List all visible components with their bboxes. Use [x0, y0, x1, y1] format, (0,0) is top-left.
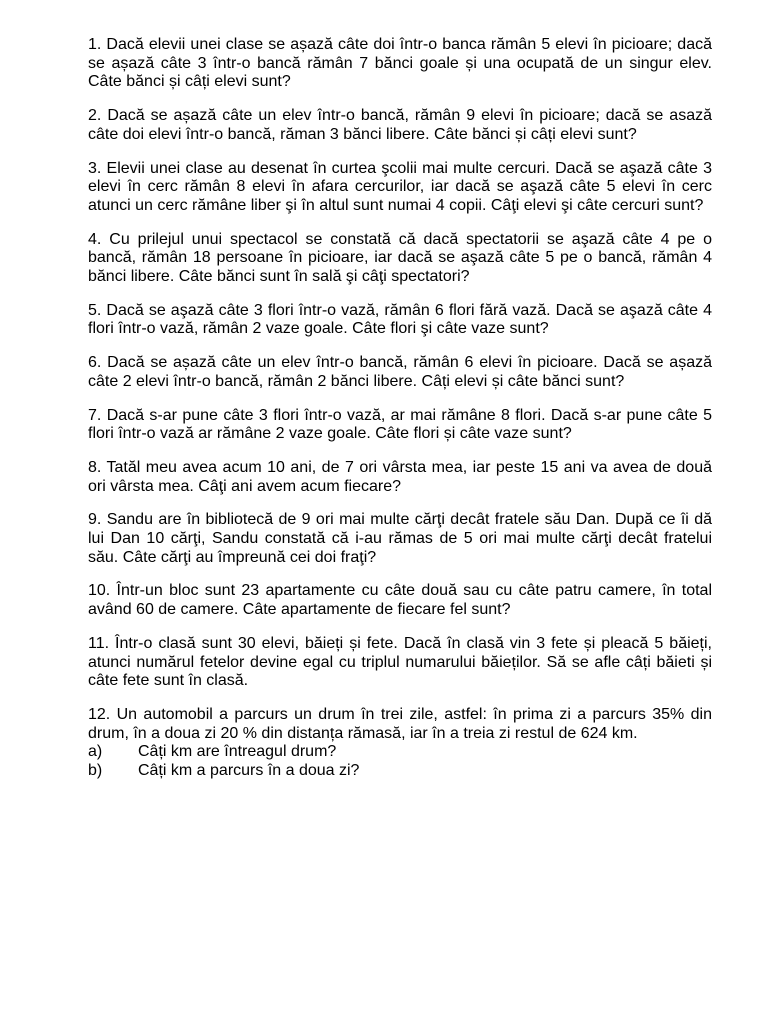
problem-text: 4. Cu prilejul unui spectacol se constată că dacă spectatorii se aşază câte 4 pe o bancă, rămân 18 persoane în picioare, iar dacă se aşază câte 5 pe o bancă, rămân 4 bănci libere. Câte bănci sunt în sală şi câţi spectatori?: [88, 230, 712, 286]
problem-5: [88, 302, 712, 339]
problem-12: [88, 706, 712, 781]
problem-2: [88, 107, 712, 144]
sub-question-list: [88, 743, 712, 780]
sub-question-text: Câți km are întreagul drum?: [138, 743, 337, 761]
sub-question-a: [88, 743, 712, 762]
problem-text: 7. Dacă s-ar pune câte 3 flori într-o vază, ar mai rămâne 8 flori. Dacă s-ar pune câte 5 flori într-o vază ar rămâne 2 vaze goale. Câte flori și câte vaze sunt?: [88, 406, 712, 443]
problem-text: 1. Dacă elevii unei clase se așază câte doi într-o banca rămân 5 elevi în picioare; dacă se așază câte 3 într-o bancă rămân 7 bănci goale și una ocupată de un singur elev. Câte bănci și câți elevi sunt?: [88, 36, 712, 91]
problem-7: [88, 407, 712, 444]
problem-text: 9. Sandu are în bibliotecă de 9 ori mai multe cărţi decât fratele său Dan. După ce îi dă lui Dan 10 cărţi, Sandu constată că i-au rămas de 5 ori mai multe cărţi decât fratelui său. Câte cărţi au împreună cei doi fraţi?: [88, 511, 712, 566]
sub-question-marker: a): [88, 743, 103, 761]
problem-text: 6. Dacă se așază câte un elev într-o bancă, rămân 6 elevi în picioare. Dacă se așază câte 2 elevi într-o bancă, rămân 2 bănci libere. Câți elevi și câte bănci sunt?: [88, 354, 712, 390]
problem-text: 10. Într-un bloc sunt 23 apartamente cu câte două sau cu câte patru camere, în total având 60 de camere. Câte apartamente de fiecare fel sunt?: [88, 582, 712, 619]
problem-10: [88, 582, 712, 619]
problem-3: [88, 160, 712, 216]
problem-6: [88, 354, 712, 391]
problem-8: [88, 459, 712, 496]
problem-text: 8. Tatăl meu avea acum 10 ani, de 7 ori vârsta mea, iar peste 15 ani va avea de două ori vârsta mea. Câţi ani avem acum fiecare?: [88, 458, 712, 495]
sub-question-text: Câți km a parcurs în a doua zi?: [138, 762, 360, 780]
sub-question-b: [88, 762, 712, 781]
worksheet-page: [88, 36, 712, 796]
problem-text: 5. Dacă se aşază câte 3 flori într-o vază, rămân 6 flori fără vază. Dacă se aşază câte 4 flori într-o vază, rămân 2 vaze goale. Câte flori şi câte vaze sunt?: [88, 301, 712, 338]
problem-9: [88, 511, 712, 567]
problem-1: [88, 36, 712, 92]
problem-4: [88, 231, 712, 287]
problem-text: 2. Dacă se așază câte un elev într-o bancă, rămân 9 elevi în picioare; dacă se asază câte doi elevi într-o bancă, răman 3 bănci libere. Câte bănci și câți elevi sunt?: [88, 107, 712, 143]
problem-text: 11. Într-o clasă sunt 30 elevi, băieți și fete. Dacă în clasă vin 3 fete și pleacă 5 băieți, atunci numărul fetelor devine egal cu triplul numarului băieților. Să se afle câți băieti și câte fete sunt în clasă.: [88, 634, 712, 690]
problem-11: [88, 635, 712, 691]
sub-question-marker: b): [88, 762, 103, 780]
problem-text: 3. Elevii unei clase au desenat în curtea şcolii mai multe cercuri. Dacă se aşază câte 3 elevi în cerc rămân 8 elevi în afara cercurilor, iar dacă se aşază câte 5 elevi în cerc atunci un cerc rămâne liber şi în altul sunt numai 4 copii. Câţi elevi şi câte cercuri sunt?: [88, 159, 712, 214]
problem-text: 12. Un automobil a parcurs un drum în trei zile, astfel: în prima zi a parcurs 35% din drum, în a doua zi 20 % din distanța rămasă, iar în a treia zi restul de 624 km.: [88, 705, 712, 742]
